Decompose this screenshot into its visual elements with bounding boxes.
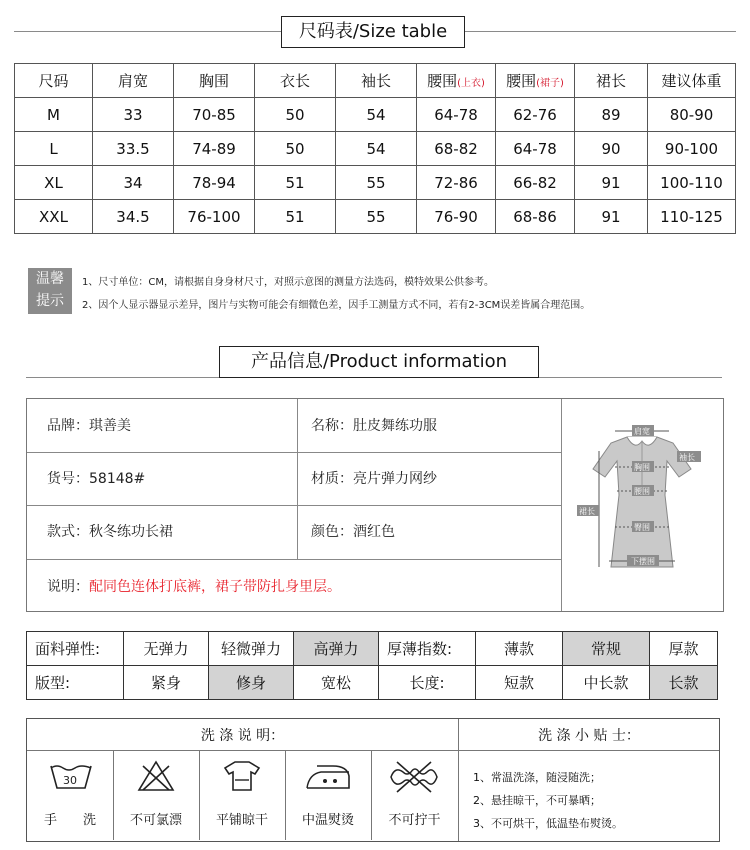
care-icon-cell — [27, 750, 114, 840]
table-cell: 110-125 — [648, 200, 736, 234]
size-table-title: 尺码表/Size table — [281, 16, 465, 48]
table-cell: 76-90 — [417, 200, 496, 234]
item-number-field: 货号：58148# — [47, 471, 146, 487]
name-field: 名称：肚皮舞练功服 — [311, 418, 437, 434]
care-caption: 平铺晾干 — [215, 813, 268, 828]
size-table — [14, 63, 736, 234]
table-cell: M — [15, 98, 93, 132]
material-field: 材质：亮片弹力网纱 — [311, 471, 437, 487]
option-cell: 中长款 — [563, 666, 650, 700]
table-cell: 62-76 — [496, 98, 575, 132]
care-icon-cell — [199, 750, 286, 840]
option-cell-selected: 常规 — [563, 632, 650, 666]
table-cell: 78-94 — [174, 166, 255, 200]
color-field: 颜色：酒红色 — [311, 524, 395, 540]
thickness-label: 厚薄指数: — [379, 632, 476, 666]
table-cell: 72-86 — [417, 166, 496, 200]
care-icon-cell — [113, 750, 200, 840]
no-wring-icon — [387, 760, 441, 794]
table-row — [27, 632, 718, 666]
note-text: 配同色连体打底裤，裙子带防扎身里层。 — [89, 579, 341, 595]
option-cell: 轻微弹力 — [209, 632, 294, 666]
diagram-label-hem: 下摆围 — [631, 557, 655, 566]
tips-label-line: 提示 — [36, 293, 64, 309]
diagram-label-shoulder: 肩宽 — [634, 427, 650, 436]
care-icon-cell — [285, 750, 372, 840]
size-table-header — [15, 64, 736, 98]
fit-label: 版型: — [27, 666, 124, 700]
diagram-label-length: 裙长 — [579, 507, 595, 516]
table-cell: 64-78 — [417, 98, 496, 132]
care-tip: 1、常温洗涤，随浸随洗； — [473, 771, 601, 784]
divider — [27, 559, 561, 560]
table-cell: 68-86 — [496, 200, 575, 234]
divider — [297, 399, 298, 559]
table-cell: 89 — [575, 98, 648, 132]
table-cell: 51 — [255, 166, 336, 200]
table-cell: 50 — [255, 132, 336, 166]
wash-temp-number: 30 — [63, 774, 77, 787]
table-cell: 90-100 — [648, 132, 736, 166]
divider — [561, 399, 562, 611]
care-caption: 不可氯漂 — [129, 813, 182, 828]
no-bleach-icon — [137, 760, 175, 792]
table-cell: 51 — [255, 200, 336, 234]
header-chest: 胸围 — [174, 64, 255, 98]
product-info-box — [26, 398, 724, 612]
table-cell: 70-85 — [174, 98, 255, 132]
wash-instructions-title: 洗 涤 说 明： — [200, 728, 285, 744]
elasticity-label: 面料弹性: — [27, 632, 124, 666]
style-field: 款式：秋冬练功长裙 — [47, 524, 173, 540]
option-cell: 薄款 — [476, 632, 563, 666]
table-cell: 91 — [575, 200, 648, 234]
care-tip: 3、不可烘干，低温垫布熨烫。 — [473, 817, 623, 830]
note-label: 说明： — [47, 579, 89, 595]
table-cell: 74-89 — [174, 132, 255, 166]
option-cell: 紧身 — [124, 666, 209, 700]
diagram-label-waist: 腰围 — [634, 487, 650, 496]
option-cell: 短款 — [476, 666, 563, 700]
medium-iron-icon — [303, 762, 353, 792]
flat-dry-icon — [223, 760, 261, 792]
table-row — [15, 132, 736, 166]
tip-line-2: 2、因个人显示器显示差异，图片与实物可能会有细微色差，因手工测量方式不同，若有2-3CM误差皆属合理范围。 — [82, 300, 591, 311]
table-cell: 90 — [575, 132, 648, 166]
divider — [27, 452, 561, 453]
option-cell-selected: 修身 — [209, 666, 294, 700]
table-cell: XL — [15, 166, 93, 200]
length-label: 长度: — [379, 666, 476, 700]
option-cell-selected: 长款 — [650, 666, 718, 700]
table-cell: 34 — [93, 166, 174, 200]
header-length: 衣长 — [255, 64, 336, 98]
table-cell: 33 — [93, 98, 174, 132]
table-cell: 68-82 — [417, 132, 496, 166]
care-icon-cell — [371, 750, 458, 840]
tips-label-line: 温馨 — [36, 271, 64, 287]
table-cell: XXL — [15, 200, 93, 234]
table-cell: 91 — [575, 166, 648, 200]
care-tip: 2、悬挂晾干，不可暴晒； — [473, 794, 601, 807]
table-cell: 66-82 — [496, 166, 575, 200]
option-cell-selected: 高弹力 — [294, 632, 379, 666]
note-field — [47, 576, 341, 596]
wash-tips-title: 洗 涤 小 贴 士： — [538, 728, 640, 744]
header-sleeve: 袖长 — [336, 64, 417, 98]
product-info-title: 产品信息/Product information — [219, 346, 539, 378]
table-cell: 54 — [336, 132, 417, 166]
table-cell: 55 — [336, 200, 417, 234]
option-cell: 宽松 — [294, 666, 379, 700]
diagram-label-sleeve: 袖长 — [679, 453, 695, 462]
table-cell: 34.5 — [93, 200, 174, 234]
table-cell: 100-110 — [648, 166, 736, 200]
header-skirt-length: 裙长 — [575, 64, 648, 98]
attribute-table — [26, 631, 718, 700]
option-cell: 厚款 — [650, 632, 718, 666]
table-cell: 80-90 — [648, 98, 736, 132]
table-row — [15, 98, 736, 132]
table-cell: L — [15, 132, 93, 166]
care-caption: 手 洗 — [43, 813, 96, 828]
diagram-label-hip: 臀围 — [634, 523, 650, 532]
header-shoulder: 肩宽 — [93, 64, 174, 98]
tip-line-1: 1、尺寸单位：CM，请根据自身身材尺寸，对照示意图的测量方法选码，模特效果公供参考。 — [82, 277, 494, 288]
table-cell: 64-78 — [496, 132, 575, 166]
care-section — [26, 718, 720, 842]
table-row — [27, 666, 718, 700]
tips-label — [28, 268, 72, 314]
diagram-label-chest: 胸围 — [634, 463, 650, 472]
hand-wash-icon — [49, 762, 93, 792]
care-caption: 不可拧干 — [388, 813, 441, 828]
header-waist-top: 腰围(上衣) — [417, 64, 496, 98]
option-cell: 无弹力 — [124, 632, 209, 666]
measurement-diagram — [575, 417, 709, 587]
table-cell: 33.5 — [93, 132, 174, 166]
table-cell: 55 — [336, 166, 417, 200]
care-caption: 中温熨烫 — [301, 813, 354, 828]
table-row — [15, 166, 736, 200]
header-waist-skirt: 腰围(裙子) — [496, 64, 575, 98]
table-cell: 54 — [336, 98, 417, 132]
table-cell: 76-100 — [174, 200, 255, 234]
brand-field: 品牌：琪善美 — [47, 418, 131, 434]
divider — [27, 505, 561, 506]
header-size: 尺码 — [15, 64, 93, 98]
header-weight: 建议体重 — [648, 64, 736, 98]
table-cell: 50 — [255, 98, 336, 132]
table-row — [15, 200, 736, 234]
